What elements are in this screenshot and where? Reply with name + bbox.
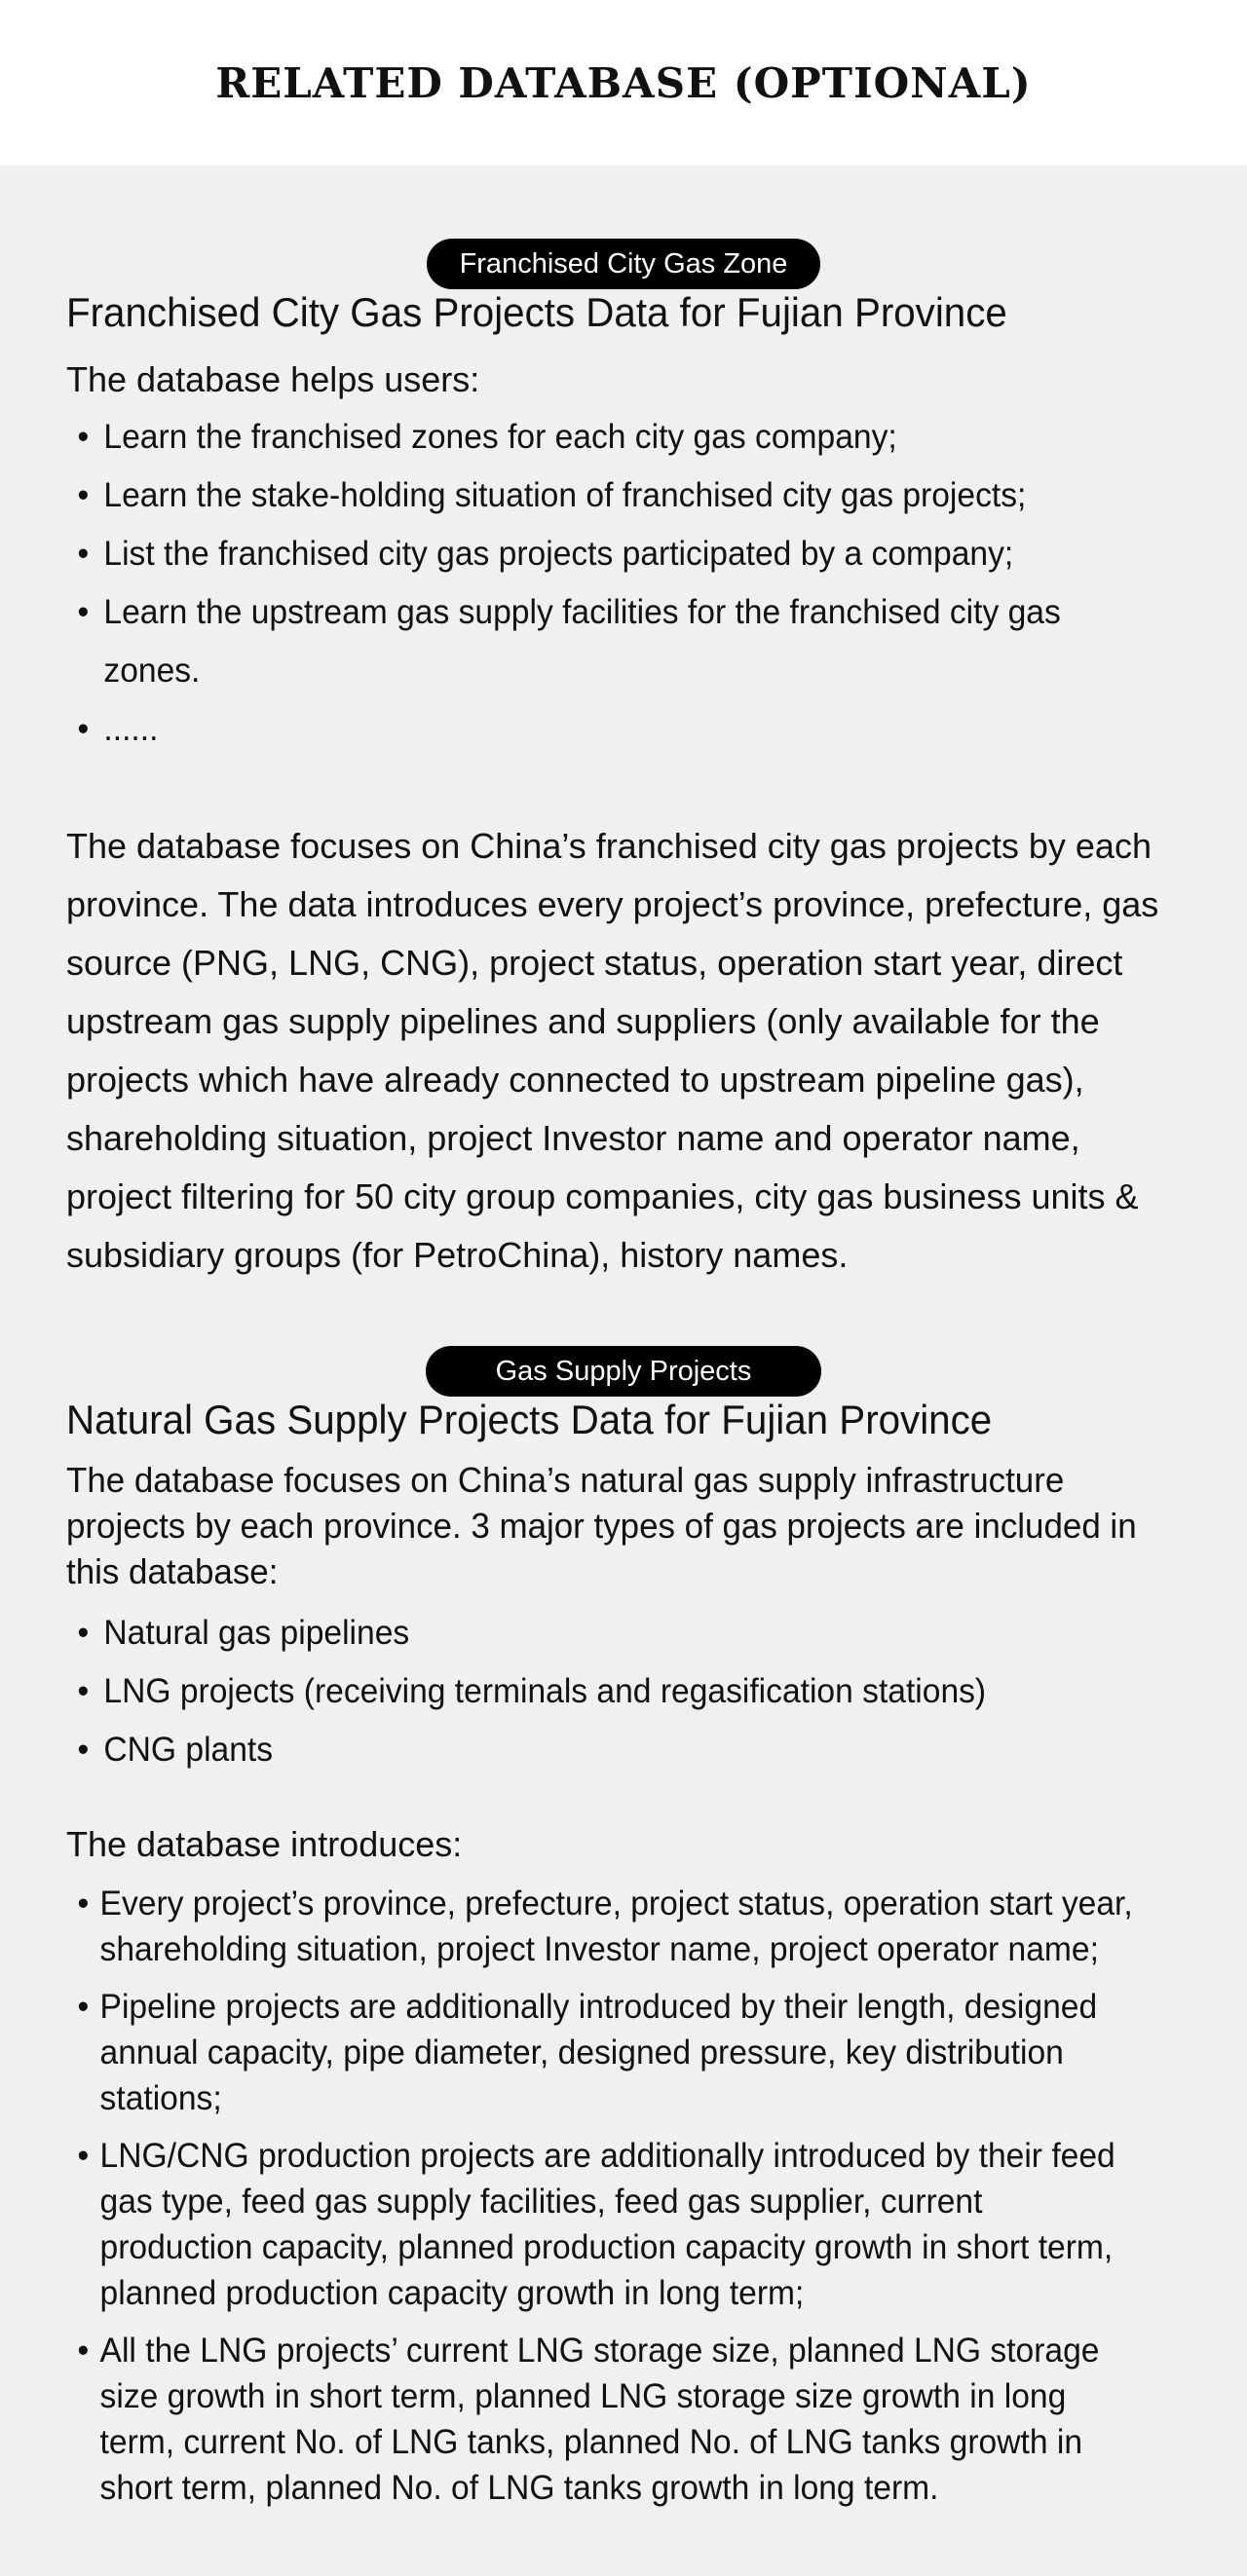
list-item: • LNG projects (receiving terminals and regasification stations) [66,1662,1136,1721]
franchised-section-title: Franchised City Gas Projects Data for Fujian Province [66,289,1007,335]
list-item: • Learn the stake-holding situation of franchised city gas projects; [66,467,1136,525]
franchised-lead-text: The database helps users: [66,359,480,399]
list-item: • Pipeline projects are additionally introduced by their length, designed annual capacity, pipe diameter, designed pressure, key distribution stations; [66,1984,1136,2121]
pill-wrap [66,166,1181,289]
franchised-city-gas-section [66,166,1181,1285]
list-item: • Learn the franchised zones for each city gas company; [66,408,1136,467]
database-introduces-label: The database introduces: [66,1824,463,1864]
franchised-city-gas-zone-tag[interactable]: Franchised City Gas Zone [427,239,820,289]
gas-supply-description: The database focuses on China’s natural gas supply infrastructure projects by each province. 3 major types of gas projects are included in this database: [66,1460,1137,1591]
list-item: • LNG/CNG production projects are additionally introduced by their feed gas type, feed gas supply facilities, feed gas supplier, current production capacity, planned production capacity growth in short term, planned production capacity growth in long term; [66,2133,1136,2316]
gas-supply-section-title: Natural Gas Supply Projects Data for Fujian Province [66,1397,993,1442]
main-content [0,166,1247,2511]
list-item: • ...... [66,700,1136,759]
gas-supply-section [66,1285,1181,2511]
list-item: • Learn the upstream gas supply facilities for the franchised city gas zones. [66,583,1136,700]
page-title: RELATED DATABASE (OPTIONAL) [215,58,1032,107]
pill-wrap [66,1285,1181,1397]
franchised-benefits-list [66,408,1181,759]
list-item: • List the franchised city gas projects participated by a company; [66,525,1136,583]
list-item: • CNG plants [66,1721,1136,1779]
gas-supply-projects-tag[interactable]: Gas Supply Projects [426,1346,821,1397]
franchised-description: The database focuses on China’s franchised city gas projects by each province. The data introduces every project’s province, prefecture, gas source (PNG, LNG, CNG), project status, operation start year, direct upstream gas supply pipelines and suppliers (only available for the projects which have already connected to upstream pipeline gas), shareholding situation, project Investor name and operator name, project filtering for 50 city group companies, city gas business units & subsidiary groups (for PetroChina), history names. [66,826,1159,1275]
list-item: • All the LNG projects’ current LNG storage size, planned LNG storage size growth in short term, planned LNG storage size growth in long term, current No. of LNG tanks, planned No. of LNG tanks growth in short term, planned No. of LNG tanks growth in long term. [66,2328,1136,2511]
list-item: • Every project’s province, prefecture, project status, operation start year, shareholding situation, project Investor name, project operator name; [66,1881,1136,1972]
database-details-list [66,1881,1181,2511]
page-header [0,0,1247,166]
list-item: • Natural gas pipelines [66,1604,1136,1662]
gas-project-types-list [66,1604,1181,1779]
